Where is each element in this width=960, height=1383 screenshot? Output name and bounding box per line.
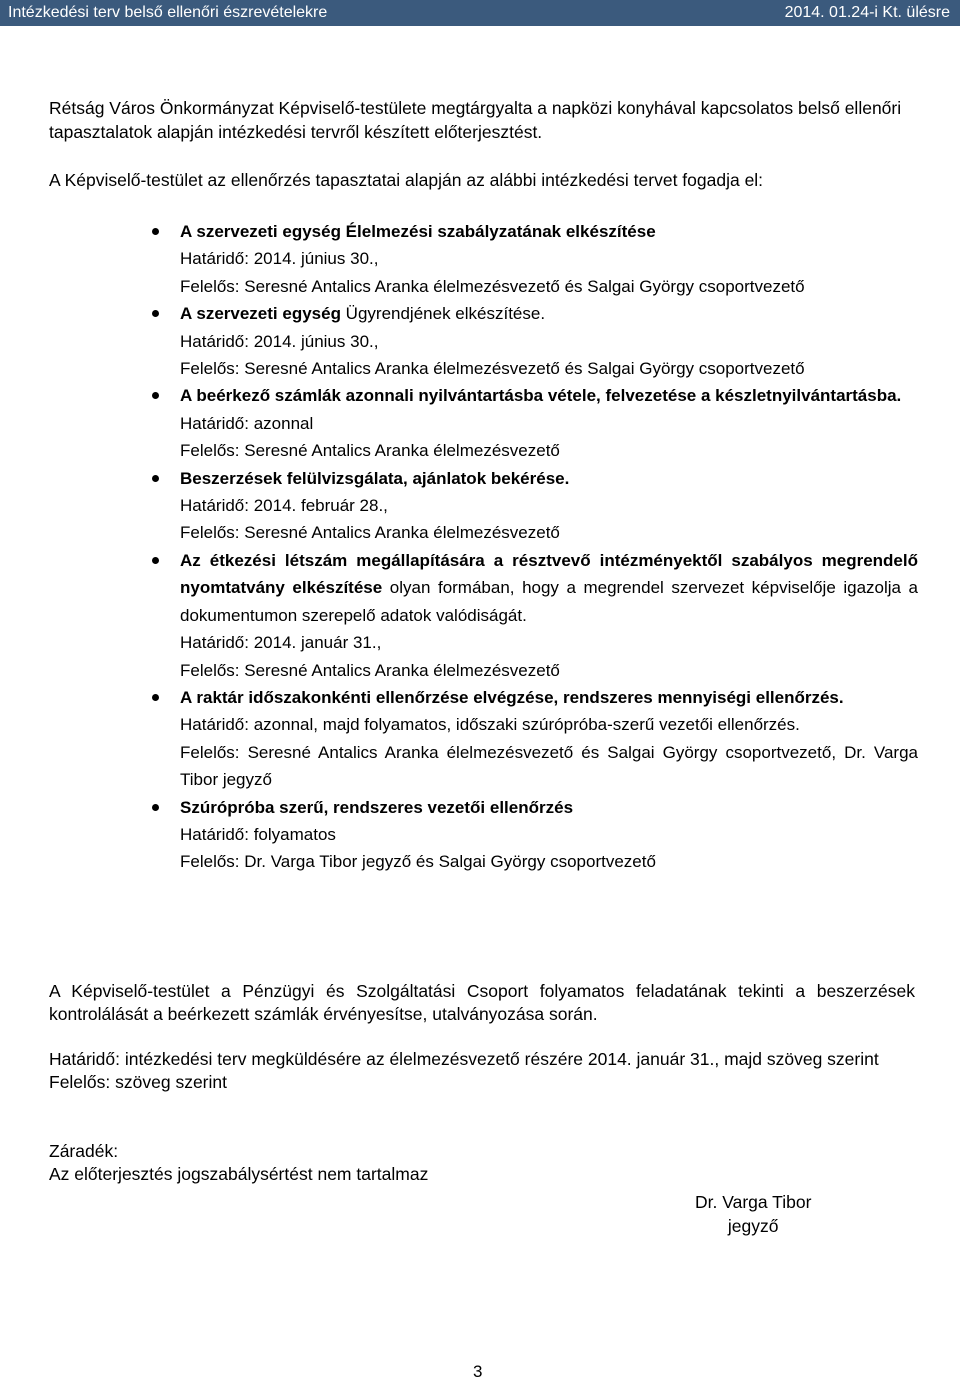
item-deadline: Határidő: azonnal — [180, 413, 314, 433]
signature-block — [695, 1190, 811, 1238]
item-deadline: Határidő: azonnal, majd folyamatos, időszaki szúrópróba-szerű vezetői ellenőrzés. — [180, 715, 800, 735]
list-item — [152, 794, 918, 876]
list-item — [152, 465, 918, 547]
header-meeting-date: 2014. 01.24-i Kt. ülésre — [784, 4, 950, 21]
signature-title: jegyző — [727, 1216, 779, 1236]
item-title: A beérkező számlák azonnali nyilvántartásba vétele, felvezetése a készletnyilvántartásba. — [180, 386, 902, 406]
bullet-icon — [152, 475, 159, 482]
intro-paragraph-2: A Képviselő-testület az ellenőrzés tapasztatai alapján az alábbi intézkedési tervet fogadja el: — [49, 170, 764, 190]
item-deadline: Határidő: folyamatos — [180, 824, 336, 844]
bullet-icon — [152, 228, 159, 235]
item-title: A szervezeti egység — [180, 304, 341, 324]
item-responsible: Felelős: Seresné Antalics Aranka élelmezésvezető és Salgai György csoportvezető, Dr. Varga Tibor jegyző — [180, 742, 918, 790]
item-responsible: Felelős: Seresné Antalics Aranka élelmezésvezető — [180, 441, 560, 461]
item-deadline: Határidő: 2014. február 28., — [180, 496, 388, 516]
clause-text: Az előterjesztés jogszabálysértést nem tartalmaz — [49, 1164, 429, 1184]
closing-deadline: Határidő: intézkedési terv megküldésére az élelmezésvezető részére 2014. január 31., majd szöveg szerint — [49, 1049, 879, 1069]
closing-deadline-block — [49, 1048, 915, 1094]
item-responsible: Felelős: Seresné Antalics Aranka élelmezésvezető — [180, 660, 560, 680]
signature-name: Dr. Varga Tibor — [695, 1192, 812, 1212]
clause-block — [49, 1140, 915, 1186]
item-deadline: Határidő: 2014. január 31., — [180, 633, 382, 653]
item-responsible: Felelős: Seresné Antalics Aranka élelmezésvezető — [180, 523, 560, 543]
list-item — [152, 218, 918, 300]
item-deadline: Határidő: 2014. június 30., — [180, 249, 379, 269]
clause-label: Záradék: — [49, 1141, 119, 1161]
item-title-rest: olyan formában, hogy a megrendel szervezet képviselője igazolja a dokumentumon szerepelő adatok valódiságát. — [180, 578, 918, 625]
item-title: Beszerzések felülvizsgálata, ajánlatok bekérése. — [180, 468, 570, 488]
list-item — [152, 382, 918, 464]
item-title: Szúrópróba szerű, rendszeres vezetői ellenőrzés — [180, 797, 574, 817]
closing-responsible: Felelős: szöveg szerint — [49, 1072, 227, 1092]
list-item — [152, 547, 918, 684]
item-title: A raktár időszakonkénti ellenőrzése elvégzése, rendszeres mennyiségi ellenőrzés. — [180, 687, 844, 707]
page-header — [0, 0, 960, 26]
bullet-icon — [152, 804, 159, 811]
action-plan-list — [152, 218, 918, 876]
item-responsible: Felelős: Seresné Antalics Aranka élelmezésvezető és Salgai György csoportvezető — [180, 276, 805, 296]
intro-paragraph-1: Rétság Város Önkormányzat Képviselő-testülete megtárgyalta a napközi konyhával kapcsolatos belső ellenőri tapasztalatok alapján intézkedési tervről készített előterjesztést. — [49, 98, 902, 142]
item-responsible: Felelős: Seresné Antalics Aranka élelmezésvezető és Salgai György csoportvezető — [180, 359, 805, 379]
item-title: A szervezeti egység Élelmezési szabályzatának elkészítése — [180, 222, 656, 241]
closing-paragraph: A Képviselő-testület a Pénzügyi és Szolgáltatási Csoport folyamatos feladatának tekinti a beszerzések kontrolálását a beérkezett számlák érvényesítse, utalványozása során. — [49, 981, 915, 1024]
item-deadline: Határidő: 2014. június 30., — [180, 331, 379, 351]
item-responsible: Felelős: Dr. Varga Tibor jegyző és Salgai György csoportvezető — [180, 852, 656, 872]
page-number: 3 — [473, 1362, 483, 1381]
item-title-rest: Ügyrendjének elkészítése. — [340, 304, 546, 324]
header-document-title: Intézkedési terv belső ellenőri észrevételekre — [8, 4, 328, 21]
list-item — [152, 300, 918, 382]
list-item — [152, 684, 918, 794]
bullet-icon — [152, 557, 159, 564]
bullet-icon — [152, 310, 159, 317]
bullet-icon — [152, 392, 159, 399]
item-title: Az étkezési létszám megállapítására a résztvevő intézményektől szabályos megrendelő nyomtatvány elkészítése — [180, 550, 918, 598]
bullet-icon — [152, 694, 159, 701]
